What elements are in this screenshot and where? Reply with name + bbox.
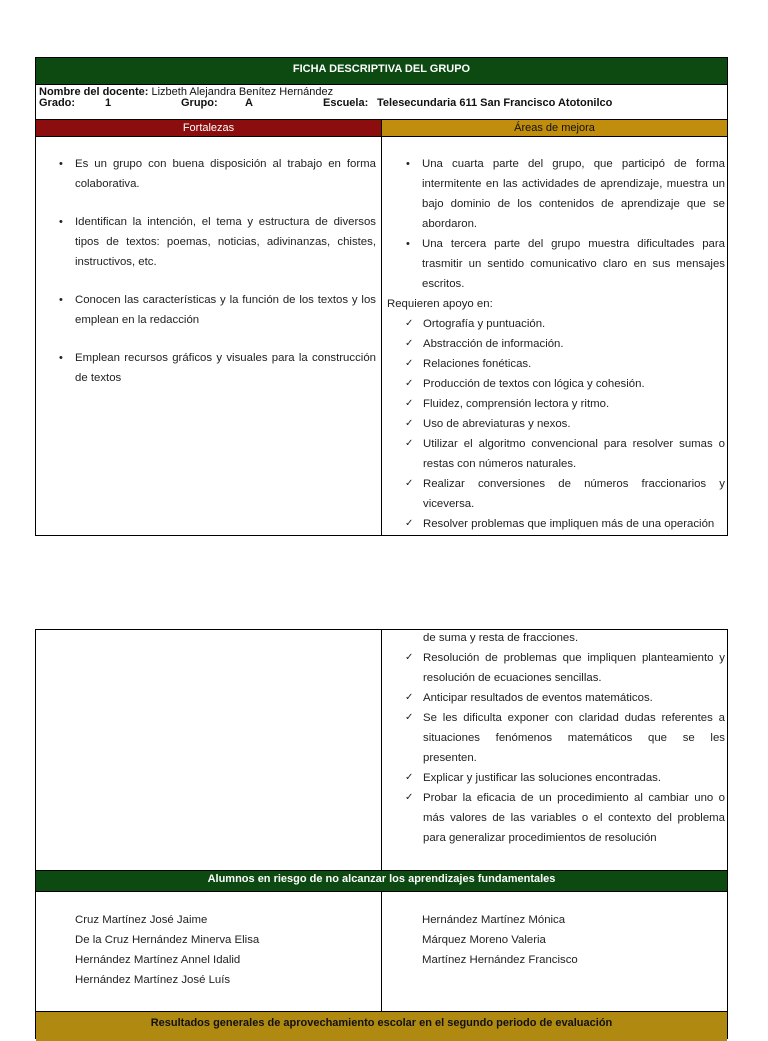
student-name: Martínez Hernández Francisco [422, 954, 578, 966]
apoyo-item: ✓ Uso de abreviaturas y nexos. [423, 414, 725, 434]
continuation-table [35, 629, 728, 1039]
apoyo-item: ✓ Relaciones fonéticas. [423, 354, 725, 374]
fortaleza-item: • Emplean recursos gráficos y visuales para la construcción de textos [75, 348, 376, 388]
area-item: • Una cuarta parte del grupo, que participó de forma intermitente en las actividades de aprendizaje, muestra un bajo dominio de los contenidos de aprendizaje que se abordaron. [422, 154, 725, 234]
apoyo-item: ✓ Probar la eficacia de un procedimiento al cambiar uno o más valores de las variables o el contexto del problema para generalizar procedimientos de resolución [423, 788, 725, 848]
areas-continuation [387, 628, 725, 848]
column-divider [381, 630, 382, 870]
student-name: Hernández Martínez Mónica [422, 914, 566, 926]
apoyo-item: ✓ Resolución de problemas que impliquen planteamiento y resolución de ecuaciones sencillas. [423, 648, 725, 688]
apoyo-label: Requieren apoyo en: [387, 298, 493, 310]
fortaleza-item: • Identifican la intención, el tema y estructura de diversos tipos de textos: poemas, noticias, adivinanzas, chistes, instructivos, etc. [75, 212, 376, 272]
column-divider [381, 137, 382, 535]
escuela-label: Escuela: [323, 97, 369, 109]
ficha-table [35, 57, 728, 536]
areas-header: Áreas de mejora [382, 119, 727, 137]
areas-column [387, 154, 725, 534]
student-name: Hernández Martínez José Luís [75, 974, 231, 986]
apoyo-item: ✓ Anticipar resultados de eventos matemáticos. [423, 688, 725, 708]
apoyo-item: ✓ Utilizar el algoritmo convencional para resolver sumas o restas con números naturales. [423, 434, 725, 474]
apoyo-item: ✓ Explicar y justificar las soluciones encontradas. [423, 768, 725, 788]
fortalezas-header: Fortalezas [36, 119, 382, 137]
grado-value: 1 [105, 97, 112, 109]
apoyo-item: ✓ Fluidez, comprensión lectora y ritmo. [423, 394, 725, 414]
riesgo-list-right [422, 910, 578, 970]
resultados-header: Resultados generales de aprovechamiento escolar en el segundo periodo de evaluación [36, 1011, 727, 1041]
column-divider [381, 892, 382, 1011]
grupo-label: Grupo: [181, 97, 218, 109]
student-name: Márquez Moreno Valeria [422, 934, 546, 946]
area-item: • Una tercera parte del grupo muestra dificultades para trasmitir un sentido comunicativo claro en sus mensajes escritos. [422, 234, 725, 294]
student-name: De la Cruz Hernández Minerva Elisa [75, 934, 260, 946]
fortaleza-item: • Es un grupo con buena disposición al trabajo en forma colaborativa. [75, 154, 376, 194]
riesgo-list-left [75, 910, 259, 990]
apoyo-item: ✓ Resolver problemas que impliquen más de una operación [423, 514, 725, 534]
apoyo-item: ✓ Producción de textos con lógica y cohesión. [423, 374, 725, 394]
escuela-value: Telesecundaria 611 San Francisco Atotonilco [377, 97, 613, 109]
student-name: Hernández Martínez Annel Idalid [75, 954, 241, 966]
ficha-title: FICHA DESCRIPTIVA DEL GRUPO [36, 58, 727, 85]
fortaleza-item: • Conocen las características y la función de los textos y los emplean en la redacción [75, 290, 376, 330]
riesgo-header: Alumnos en riesgo de no alcanzar los aprendizajes fundamentales [36, 870, 727, 892]
grado-label: Grado: [39, 97, 76, 109]
apoyo-item: ✓ Se les dificulta exponer con claridad dudas referentes a situaciones fenómenos matemáticos que se les presenten. [423, 708, 725, 768]
docente-value: Lizbeth Alejandra Benítez Hernández [151, 86, 334, 98]
fortalezas-column [36, 154, 376, 388]
grupo-value: A [245, 97, 253, 109]
apoyo-item: ✓ Ortografía y puntuación. [423, 314, 725, 334]
docente-label: Nombre del docente: [39, 86, 149, 98]
continuation-line: de suma y resta de fracciones. [423, 632, 579, 644]
apoyo-item: ✓ Realizar conversiones de números fraccionarios y viceversa. [423, 474, 725, 514]
apoyo-item: ✓ Abstracción de información. [423, 334, 725, 354]
student-name: Cruz Martínez José Jaime [75, 914, 208, 926]
